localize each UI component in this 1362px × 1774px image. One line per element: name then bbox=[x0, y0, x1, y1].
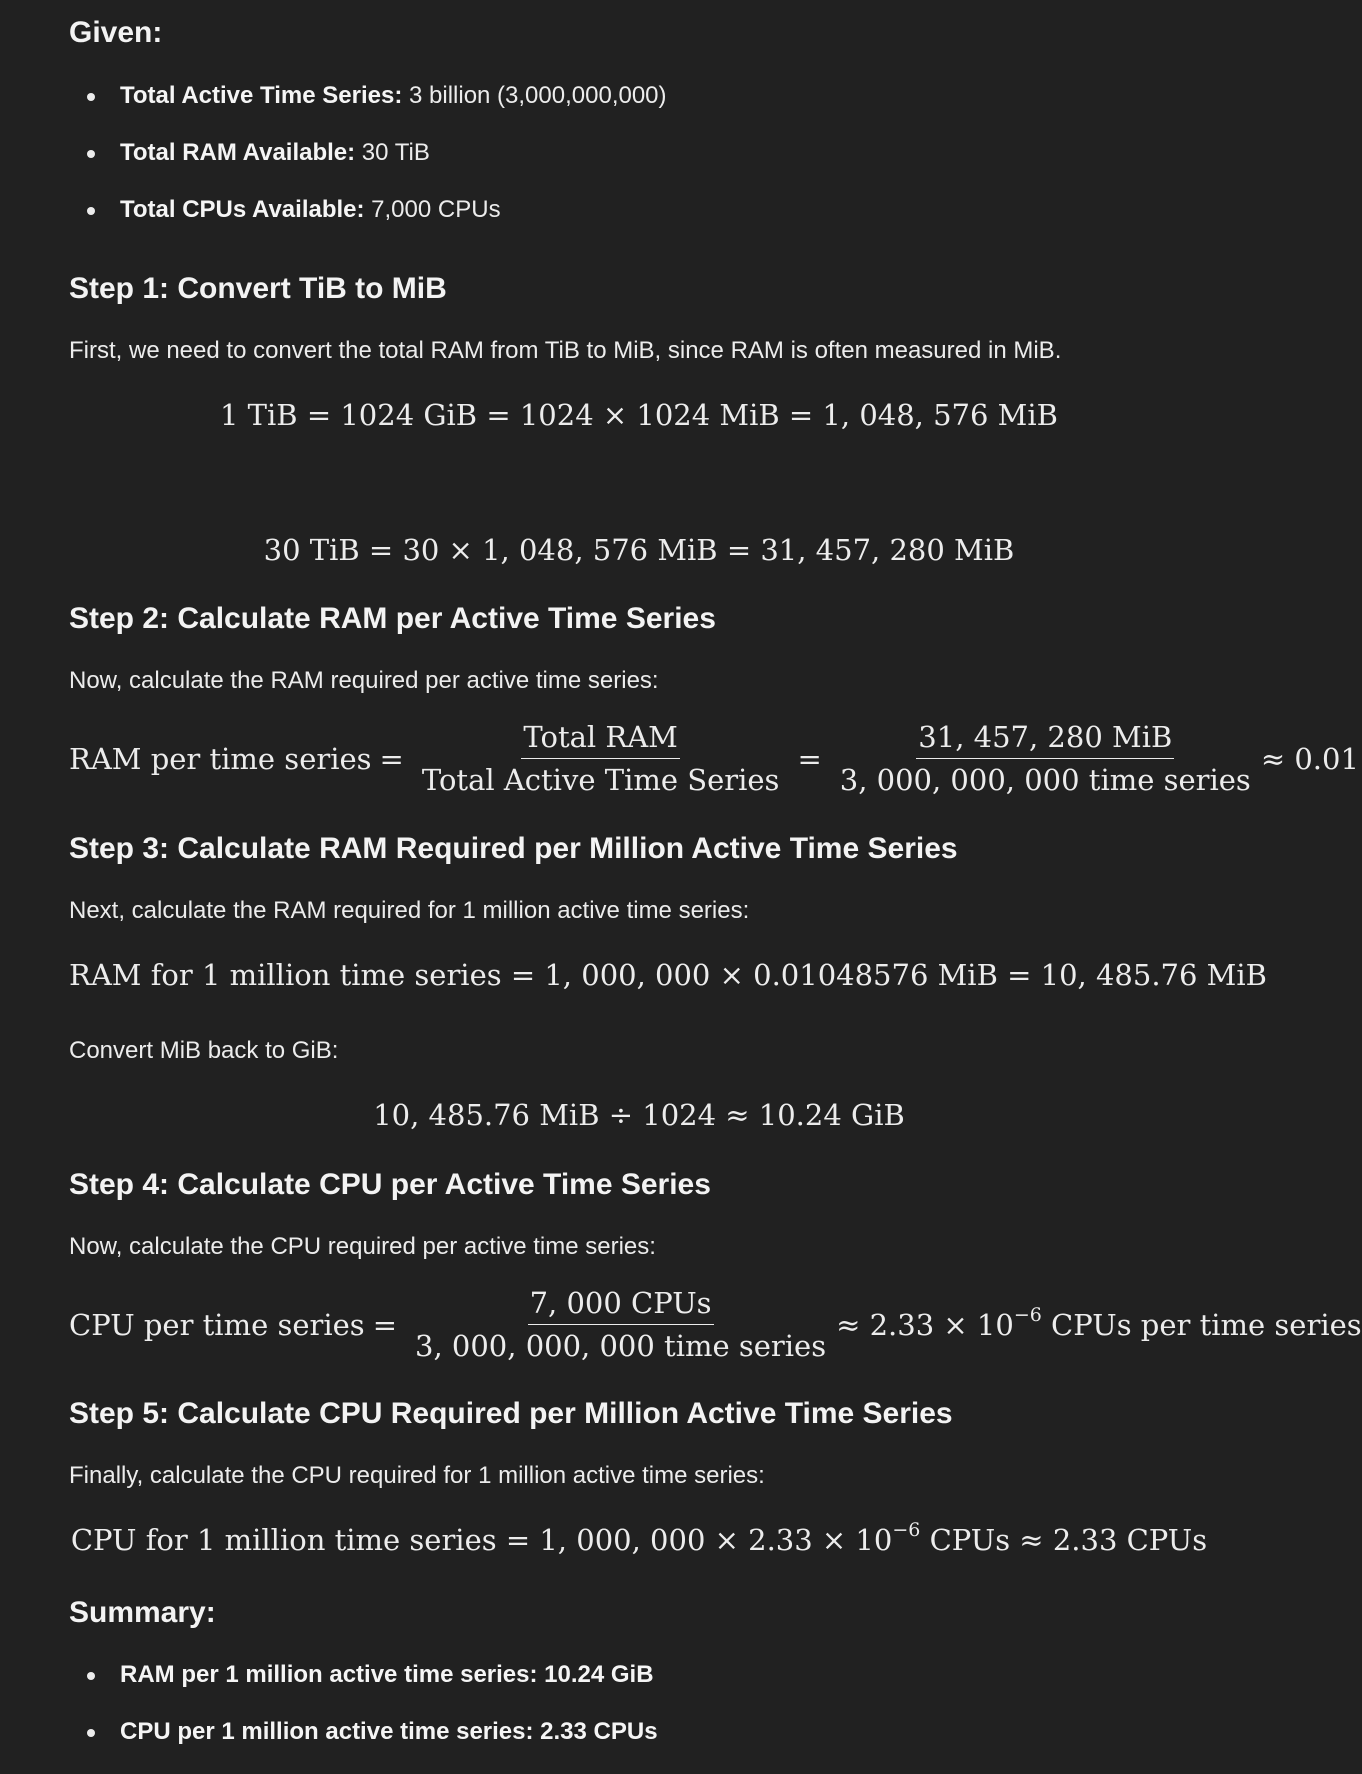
step5-heading: Step 5: Calculate CPU Required per Million Active Time Series bbox=[69, 1397, 953, 1430]
step1-heading: Step 1: Convert TiB to MiB bbox=[69, 272, 447, 305]
bullet-icon bbox=[87, 1729, 95, 1737]
bullet-icon bbox=[87, 150, 95, 158]
step4-heading: Step 4: Calculate CPU per Active Time Series bbox=[69, 1168, 711, 1201]
step4-text: Now, calculate the CPU required per active time series: bbox=[69, 1233, 656, 1260]
equals-sign: = bbox=[797, 741, 822, 776]
fraction-cpu-values bbox=[413, 1286, 828, 1363]
step1-equation-2: 30 TiB = 30 × 1, 048, 576 MiB = 31, 457, 280 MiB bbox=[263, 533, 1015, 567]
given-heading: Given: bbox=[69, 16, 163, 49]
step5-equation: CPU for 1 million time series = 1, 000, $000 \times 2.33 \times 10^{-6}$ CPUs ≈ 2.33 CPUs bbox=[70, 1519, 1208, 1557]
step1-equation-1: 1 TiB = 1024 GiB = 1024 × 1024 MiB = 1, 048, 576 MiB bbox=[220, 398, 1058, 432]
list-item: CPU per 1 million active time series: 2.33 CPUs bbox=[69, 1717, 1169, 1774]
step3-equation-2: 10, 485.76 MiB ÷ 1024 ≈ 10.24 GiB bbox=[373, 1098, 905, 1132]
step2-equation bbox=[69, 720, 1359, 797]
equation-lhs: RAM per time series bbox=[69, 741, 372, 776]
step4-equation bbox=[69, 1286, 1362, 1363]
equals-sign: = bbox=[372, 1307, 398, 1342]
approx-result: ≈ 0.01 bbox=[1260, 741, 1359, 776]
fraction-ram-values bbox=[838, 720, 1253, 797]
bullet-icon bbox=[87, 207, 95, 215]
equals-sign: = bbox=[379, 741, 404, 776]
summary-list bbox=[69, 1660, 1169, 1774]
fraction-numerator: 7, 000 CPUs bbox=[528, 1286, 714, 1325]
summary-heading: Summary: bbox=[69, 1596, 216, 1629]
fraction-denominator: Total Active Time Series bbox=[421, 763, 780, 797]
step3-equation-1: RAM for 1 million time series = 1, 000, 000 × 0.01048576 MiB = 10, 485.76 MiB bbox=[69, 958, 1267, 992]
given-list bbox=[69, 81, 1169, 252]
step2-heading: Step 2: Calculate RAM per Active Time Series bbox=[69, 602, 716, 635]
fraction-numerator: 31, 457, 280 MiB bbox=[916, 720, 1174, 759]
bullet-icon bbox=[87, 93, 95, 101]
step2-text: Now, calculate the RAM required per active time series: bbox=[69, 667, 659, 694]
step3-text: Next, calculate the RAM required for 1 million active time series: bbox=[69, 897, 750, 924]
list-item: Total RAM Available: 30 TiB bbox=[69, 138, 1169, 195]
approx-result: ≈ $2.33 \times 10^{-6}$ CPUs per time series bbox=[836, 1303, 1362, 1342]
equation-lhs: CPU per time series bbox=[69, 1307, 365, 1342]
fraction-numerator: Total RAM bbox=[521, 720, 679, 759]
fraction-total-ram bbox=[420, 720, 782, 797]
step3-text-2: Convert MiB back to GiB: bbox=[69, 1037, 339, 1064]
step5-text: Finally, calculate the CPU required for 1 million active time series: bbox=[69, 1462, 765, 1489]
list-item: Total CPUs Available: 7,000 CPUs bbox=[69, 195, 1169, 252]
fraction-denominator: 3, 000, 000, 000 time series bbox=[415, 1329, 827, 1363]
list-item: RAM per 1 million active time series: 10.24 GiB bbox=[69, 1660, 1169, 1717]
fraction-denominator: 3, 000, 000, 000 time series bbox=[839, 763, 1251, 797]
step3-heading: Step 3: Calculate RAM Required per Million Active Time Series bbox=[69, 832, 958, 865]
list-item: Total Active Time Series: 3 billion (3,000,000,000) bbox=[69, 81, 1169, 138]
step1-text: First, we need to convert the total RAM from TiB to MiB, since RAM is often measured in MiB. bbox=[69, 337, 1062, 364]
bullet-icon bbox=[87, 1672, 95, 1680]
